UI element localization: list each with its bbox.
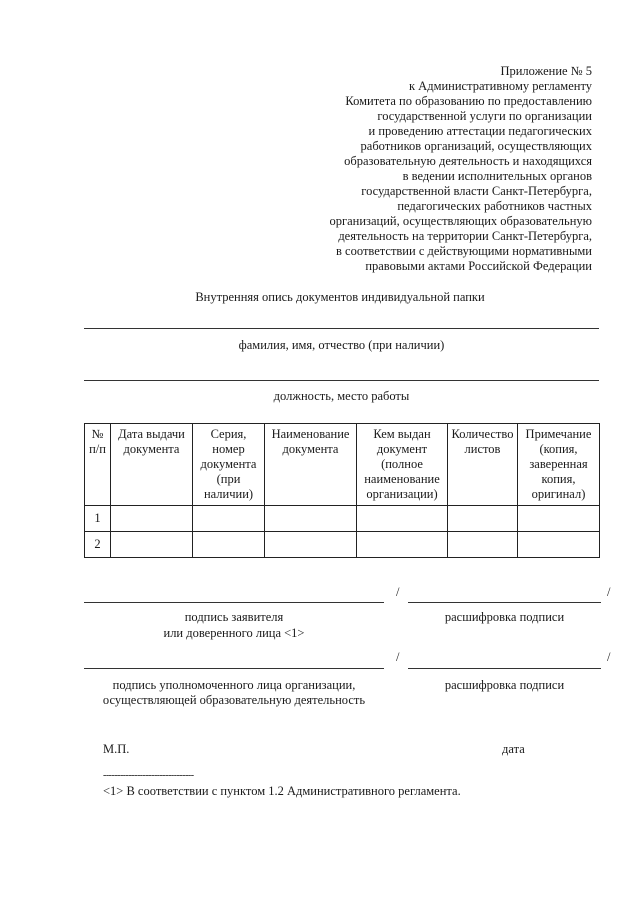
applicant-signature-line [84,602,384,603]
header-text: п/п [89,442,106,456]
applicant-caption-2: или доверенного лица <1> [163,626,305,640]
applicant-decode-line [408,602,601,603]
appendix-line: Приложение № 5 [500,64,592,78]
appendix-line: правовыми актами Российской Федерации [365,259,592,273]
signature-slash: / [396,650,400,664]
applicant-caption-1: подпись заявителя [184,610,284,624]
appendix-line: государственной власти Санкт-Петербурга, [361,184,592,198]
table-row [85,532,600,558]
header-text: наименование [364,472,440,486]
cell-series-number[interactable] [193,532,265,558]
header-text: документа [200,457,257,471]
cell-issue-date[interactable] [111,506,193,532]
header-text: наличии) [203,487,254,501]
official-caption-1: подпись уполномоченного лица организации, [112,678,356,692]
header-text: Наименование [271,427,350,441]
cell-doc-name[interactable] [265,506,357,532]
footnote-text: <1> В соответствии с пунктом 1.2 Административного регламента. [103,784,461,798]
cell-issued-by[interactable] [357,506,448,532]
official-signature-line [84,668,384,669]
cell-sheet-count[interactable] [448,532,518,558]
position-caption: должность, место работы [273,389,410,403]
fio-line [84,328,599,329]
appendix-header [292,64,592,274]
cell-note[interactable] [518,506,600,532]
header-text: документа [123,442,180,456]
header-text: Количество [451,427,514,441]
official-caption-2: осуществляющей образовательную деятельность [102,693,366,707]
header-issued-by [357,424,448,506]
header-text: (копия, [539,442,578,456]
cell-sheet-count[interactable] [448,506,518,532]
date-label: дата [502,742,525,756]
cell-doc-name[interactable] [265,532,357,558]
appendix-line: педагогических работников частных [397,199,592,213]
fio-caption: фамилия, имя, отчество (при наличии) [238,338,445,352]
cell-issue-date[interactable] [111,532,193,558]
header-text: документа [282,442,339,456]
appendix-line: Комитета по образованию по предоставлению [345,94,592,108]
header-issue-date [111,424,193,506]
header-text: заверенная [529,457,588,471]
header-text: номер [212,442,245,456]
row-number: 1 [85,506,111,532]
decode-caption: расшифровка подписи [444,678,565,692]
inventory-table [84,423,600,558]
document-title: Внутренняя опись документов индивидуальной папки [195,290,485,304]
official-decode-line [408,668,601,669]
header-text: оригинал) [531,487,586,501]
header-text: (при [216,472,241,486]
cell-issued-by[interactable] [357,532,448,558]
cell-note[interactable] [518,532,600,558]
appendix-line: организаций, осуществляющих образовательную [329,214,592,228]
header-text: Серия, [210,427,247,441]
cell-series-number[interactable] [193,506,265,532]
header-text: Примечание [525,427,592,441]
header-text: копия, [541,472,576,486]
appendix-line: к Административному регламенту [408,79,592,93]
decode-caption: расшифровка подписи [444,610,565,624]
header-text: № [91,427,104,441]
signature-slash: / [607,585,611,599]
header-text: Дата выдачи [118,427,185,441]
appendix-line: в ведении исполнительных органов [402,169,592,183]
header-doc-name [265,424,357,506]
position-line [84,380,599,381]
header-number [85,424,111,506]
appendix-line: образовательную деятельность и находящихся [344,154,592,168]
header-text: Кем выдан [373,427,431,441]
appendix-line: деятельность на территории Санкт-Петербурга, [338,229,592,243]
header-series-number [193,424,265,506]
appendix-line: в соответствии с действующими нормативными [336,244,592,258]
appendix-line: работников организаций, осуществляющих [360,139,592,153]
header-text: листов [464,442,501,456]
signature-slash: / [396,585,400,599]
footnote-separator: -------------------------------- [103,770,194,781]
table-row [85,506,600,532]
signature-slash: / [607,650,611,664]
header-text: организации) [366,487,438,501]
table-header-row [85,424,600,506]
header-note [518,424,600,506]
seal-label: М.П. [103,742,130,756]
row-number: 2 [85,532,111,558]
header-text: (полное [381,457,423,471]
header-text: документ [376,442,428,456]
appendix-line: и проведению аттестации педагогических [368,124,592,138]
header-sheet-count [448,424,518,506]
appendix-line: государственной услуги по организации [377,109,592,123]
